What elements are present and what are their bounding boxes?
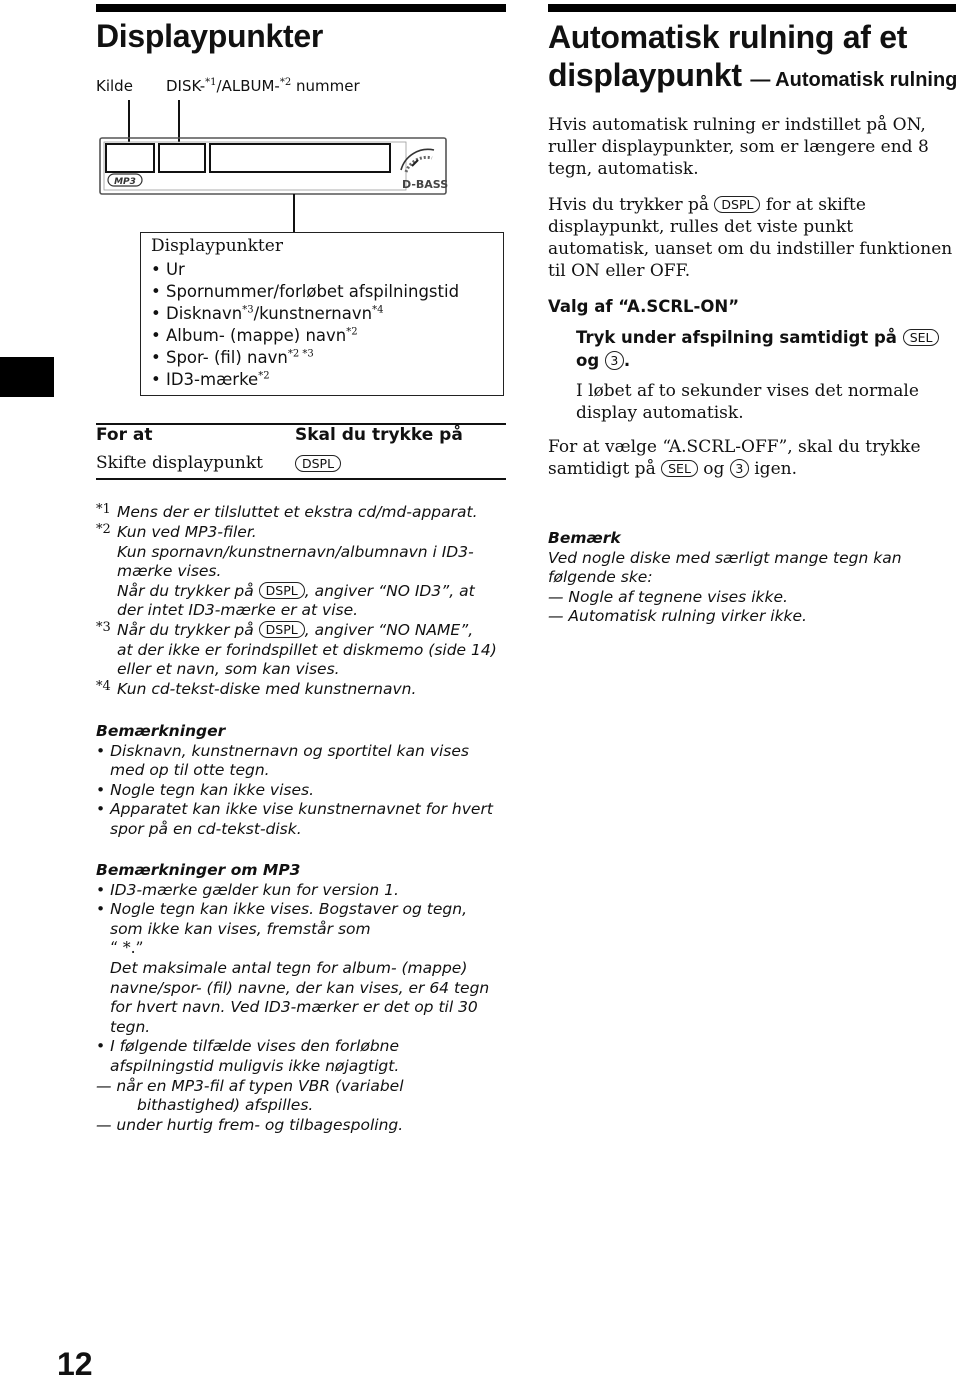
mp3-notes-heading: Bemærkninger om MP3	[96, 861, 301, 879]
mp3-notes-dash-item: — når en MP3-fil af typen VBR (variabel bithastighed) afspilles.	[96, 1076, 404, 1115]
display-inner	[104, 142, 406, 190]
table-row-action: Skifte displaypunkt	[96, 453, 263, 473]
footnote-3-line: eller et navn, som kan vises.	[117, 660, 340, 679]
dspl-key-icon: DSPL	[714, 196, 760, 213]
footnote-3-text: Når du trykker på	[117, 621, 259, 639]
footnote-2-mark: *2	[96, 522, 111, 537]
notes-item: • Disknavn, kunstnernavn og sportitel kan vises med op til otte tegn.	[96, 741, 469, 780]
section-tab-marker	[0, 357, 54, 397]
display-item-sup: *2	[346, 326, 358, 338]
mp3-notes-section	[96, 861, 508, 1135]
display-item-sup: *2 *3	[287, 348, 314, 360]
footnote-2	[117, 523, 475, 621]
display-item-sup: *3	[242, 304, 254, 316]
footnote-1-text: Mens der er tilsluttet et ekstra cd/md-apparat.	[117, 503, 478, 521]
mp3-notes-item: • I følgende tilfælde vises den forløbne afspilningstid muligvis ikke nøjagtigt.	[96, 1037, 400, 1075]
label-disk: DISK-	[166, 77, 206, 95]
display-items-list	[151, 259, 459, 391]
footnote-1-mark: *1	[96, 502, 111, 517]
sel-key-icon: SEL	[661, 460, 698, 477]
main-text-segment	[210, 144, 390, 172]
mp3-logo: MP3	[114, 177, 136, 187]
notes-item: • Apparatet kan ikke vise kunstnernavnet for hvert spor på en cd-tekst-disk.	[96, 800, 493, 838]
table-header-press: Skal du trykke på	[295, 425, 463, 445]
footnote-3-line	[117, 621, 497, 641]
dspl-key-icon: DSPL	[259, 621, 305, 638]
right-body	[548, 114, 958, 480]
footnote-3-text: , angiver “NO NAME”,	[304, 621, 474, 639]
notes-section	[96, 722, 508, 840]
label-album-sup: *2	[279, 77, 292, 88]
display-item-text: ID3-mærke	[165, 370, 259, 389]
off-paragraph	[548, 436, 938, 480]
right-paragraph-1: Hvis automatisk rulning er indstillet på ON, ruller displaypunkter, som er længere end 8 tegn, automatisk.	[548, 115, 929, 179]
right-note	[548, 529, 948, 627]
key-3-icon: 3	[605, 351, 624, 370]
footnote-3	[117, 621, 497, 680]
mp3-notes-paragraph: Det maksimale antal tegn for album- (mappe) navne/spor- (fil) navne, der kan vises, er 64 tegn for hvert navn. Ved ID3-mærker er det op til 30 tegn.	[110, 958, 490, 1036]
footnote-2-text: Når du trykker på	[117, 581, 259, 600]
display-panel	[100, 138, 449, 194]
mp3-notes-item: • Nogle tegn kan ikke vises. Bogstaver og tegn, som ikke kan vises, fremstår som	[96, 900, 467, 938]
table-bottom-rule	[96, 478, 506, 480]
right-title-line: Automatisk rulning af et	[548, 19, 908, 55]
footnote-2-line: der intet ID3-mærke er at vise.	[117, 601, 359, 620]
select-heading: Valg af “A.SCRL-ON”	[548, 297, 740, 316]
dspl-key-icon: DSPL	[295, 455, 341, 472]
right-subtitle: — Automatisk rulning	[750, 69, 958, 91]
footnote-2-text: , angiver “NO ID3”, at	[304, 581, 475, 600]
footnote-2-line: mærke vises.	[117, 562, 222, 581]
right-note-dash: — Automatisk rulning virker ikke.	[548, 607, 807, 626]
display-item-text: Ur	[165, 260, 185, 279]
left-header-rule	[96, 4, 506, 12]
dspl-key-icon: DSPL	[259, 582, 305, 599]
dbass-logo: D-BASS	[402, 178, 449, 191]
display-item: • ID3-mærke$^{*2}$	[151, 370, 270, 389]
off-text: igen.	[748, 459, 797, 479]
notes-item: • Nogle tegn kan ikke vises.	[96, 780, 314, 799]
right-paragraph-2-text: Hvis du trykker på	[548, 195, 715, 215]
mp3-notes-item: • ID3-mærke gælder kun for version 1.	[96, 880, 399, 899]
off-text: For at vælge “A.SCRL-OFF”, skal du trykke samtidigt på	[548, 437, 921, 479]
table-header-for-at: For at	[96, 425, 153, 445]
footnote-4-text: Kun cd-tekst-diske med kunstnernavn.	[117, 680, 417, 698]
display-item: • Disknavn$^{*3}$/kunstnernavn$^{*4}$	[151, 304, 384, 323]
display-item: • Spor- (fil) navn$^{*2 *3}$	[151, 348, 314, 367]
display-items-box-title: Displaypunkter	[151, 236, 283, 256]
footnote-3-line: at der ikke er forindspillet et diskmemo (side 14)	[117, 640, 497, 659]
notes-heading: Bemærkninger	[96, 722, 226, 740]
off-text: og	[697, 459, 730, 479]
right-note-dash: — Nogle af tegnene vises ikke.	[548, 587, 788, 606]
right-paragraph-2	[548, 194, 958, 282]
footnote-2-line: Kun ved MP3-filer.	[117, 523, 257, 541]
source-label: Kilde	[96, 77, 133, 95]
label-disk-sup: *1	[205, 77, 217, 88]
display-item-text: Spor- (fil) navn	[165, 348, 288, 367]
right-header-rule	[548, 4, 956, 12]
disk-segment	[159, 144, 205, 172]
display-item: • Album- (mappe) navn$^{*2}$	[151, 326, 358, 345]
page-title: Displaypunkter	[96, 18, 323, 54]
right-note-text: Ved nogle diske med særligt mange tegn kan følgende ske:	[548, 548, 902, 587]
right-paragraph-2-text: for at skifte displaypunkt, rulles det viste punkt automatisk, uanset om du indstiller funktionen til ON eller OFF.	[548, 195, 953, 281]
display-item: • Spornummer/forløbet afspilningstid	[151, 282, 460, 301]
display-illustration	[96, 100, 506, 240]
label-nummer: nummer	[291, 77, 360, 95]
page-number: 12	[57, 1346, 93, 1382]
step-text: .	[623, 351, 631, 370]
footnote-2-line: Kun spornavn/kunstnernavn/albumnavn i ID3-	[117, 542, 474, 561]
table-row-key	[295, 454, 341, 473]
step-text: og	[576, 351, 605, 370]
disk-album-number-label	[166, 77, 360, 95]
sel-key-icon: SEL	[903, 329, 940, 346]
display-item-text: Spornummer/forløbet afspilningstid	[165, 282, 460, 301]
mp3-notes-symbol: “ *.”	[110, 939, 144, 958]
right-title-text: displaypunkt	[548, 57, 742, 93]
display-item-sup: *2	[258, 370, 270, 382]
display-item-text: /kunstnernavn	[253, 304, 373, 323]
key-3-icon: 3	[730, 459, 749, 478]
label-album: /ALBUM-	[216, 77, 280, 95]
footnote-3-mark: *3	[96, 620, 111, 635]
step-instruction	[548, 326, 958, 372]
display-item-text: Album- (mappe) navn	[165, 326, 347, 345]
footnote-4-mark: *4	[96, 679, 111, 694]
mp3-notes-dash-item: — under hurtig frem- og tilbagespoling.	[96, 1115, 404, 1134]
step-text: Tryk under afspilning samtidigt på	[576, 328, 903, 347]
footnote-2-line	[117, 582, 475, 602]
source-segment	[106, 144, 154, 172]
display-item: • Ur	[151, 260, 185, 279]
display-item-text: Disknavn	[165, 304, 243, 323]
right-note-heading: Bemærk	[548, 529, 621, 547]
right-title	[548, 18, 958, 99]
right-title-line	[548, 56, 958, 99]
display-item-sup: *4	[372, 304, 384, 316]
step-result: I løbet af to sekunder vises det normale display automatisk.	[576, 381, 919, 423]
